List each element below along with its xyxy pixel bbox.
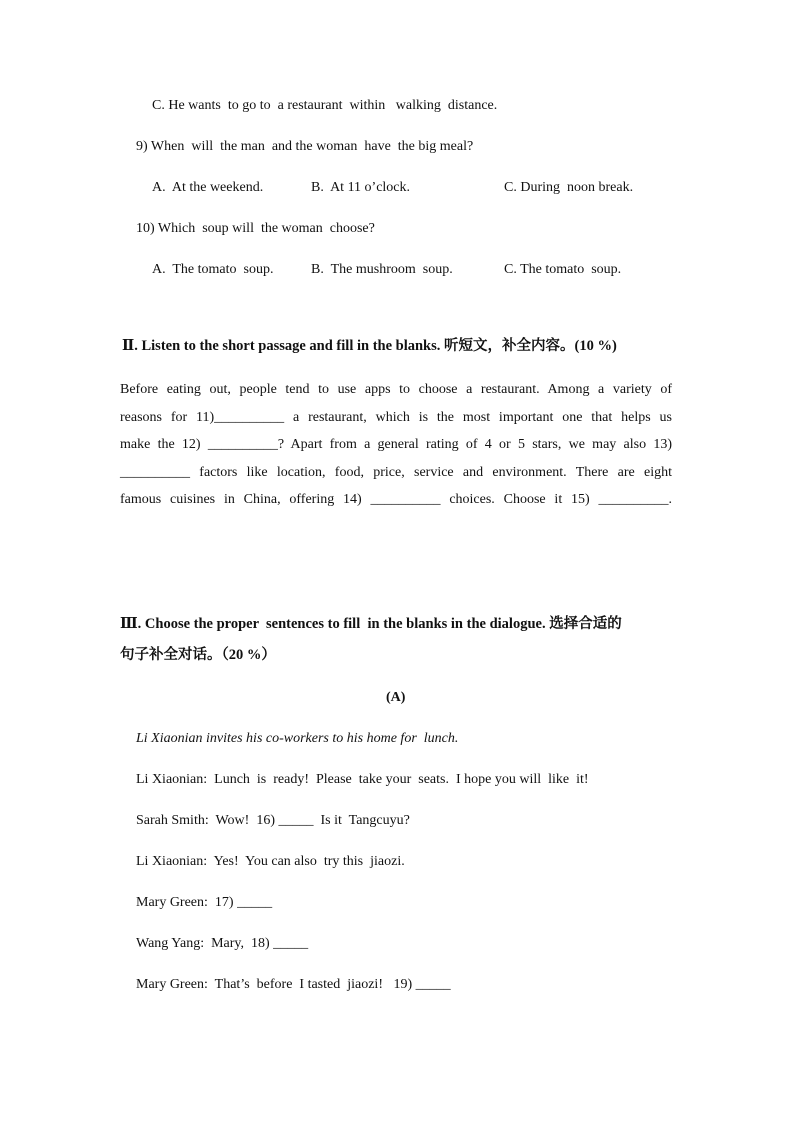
q9-option-a: A. At the weekend.	[152, 180, 264, 195]
q10-option-b: B. The mushroom soup.	[311, 262, 453, 277]
dialogue-line-6: Mary Green: That’s before I tasted jiaozi! 19) _____	[136, 977, 451, 992]
dialogue-line-2: Sarah Smith: Wow! 16) _____ Is it Tangcuyu?	[136, 813, 410, 828]
dialogue-line-3: Li Xiaonian: Yes! You can also try this jiaozi.	[136, 854, 405, 869]
q9-option-c: C. During noon break.	[504, 180, 634, 195]
dialogue-intro: Li Xiaonian invites his co-workers to his home for lunch.	[136, 731, 459, 746]
q9-question: 9) When will the man and the woman have the big meal?	[136, 139, 474, 154]
q9-option-b: B. At 11 o’clock.	[311, 180, 411, 195]
q10-option-a: A. The tomato soup.	[152, 262, 274, 277]
passage-line-1: Before eating out, people tend to use apps to choose a restaurant. Among a variety of	[120, 382, 672, 397]
dialogue-line-1: Li Xiaonian: Lunch is ready! Please take your seats. I hope you will like it!	[136, 772, 589, 787]
passage-line-3: make the 12) __________? Apart from a general rating of 4 or 5 stars, we may also 13)	[120, 437, 672, 453]
q10-question: 10) Which soup will the woman choose?	[136, 221, 375, 236]
passage-line-2: reasons for 11)__________ a restaurant, which is the most important one that helps us	[120, 409, 672, 425]
q8-option-c: C. He wants to go to a restaurant within walking distance.	[152, 98, 498, 113]
part-a-label: (A)	[386, 690, 406, 705]
dialogue-line-5: Wang Yang: Mary, 18) _____	[136, 936, 309, 951]
section-2-heading: Ⅱ. Listen to the short passage and fill in the blanks. 听短文，补全内容。(10 %)	[122, 338, 617, 354]
passage-line-4: __________ factors like location, food, price, service and environment. There are eight	[120, 464, 672, 480]
dialogue-line-4: Mary Green: 17) _____	[136, 895, 273, 910]
q10-option-c: C. The tomato soup.	[504, 262, 622, 277]
passage-line-5: famous cuisines in China, offering 14) __________ choices. Choose it 15) __________.	[120, 492, 672, 508]
section-3-heading-line-1: Ⅲ. Choose the proper sentences to fill in the blanks in the dialogue. 选择合适的	[120, 616, 622, 632]
section-3-heading-line-2: 句子补全对话。（20 %）	[120, 647, 276, 663]
